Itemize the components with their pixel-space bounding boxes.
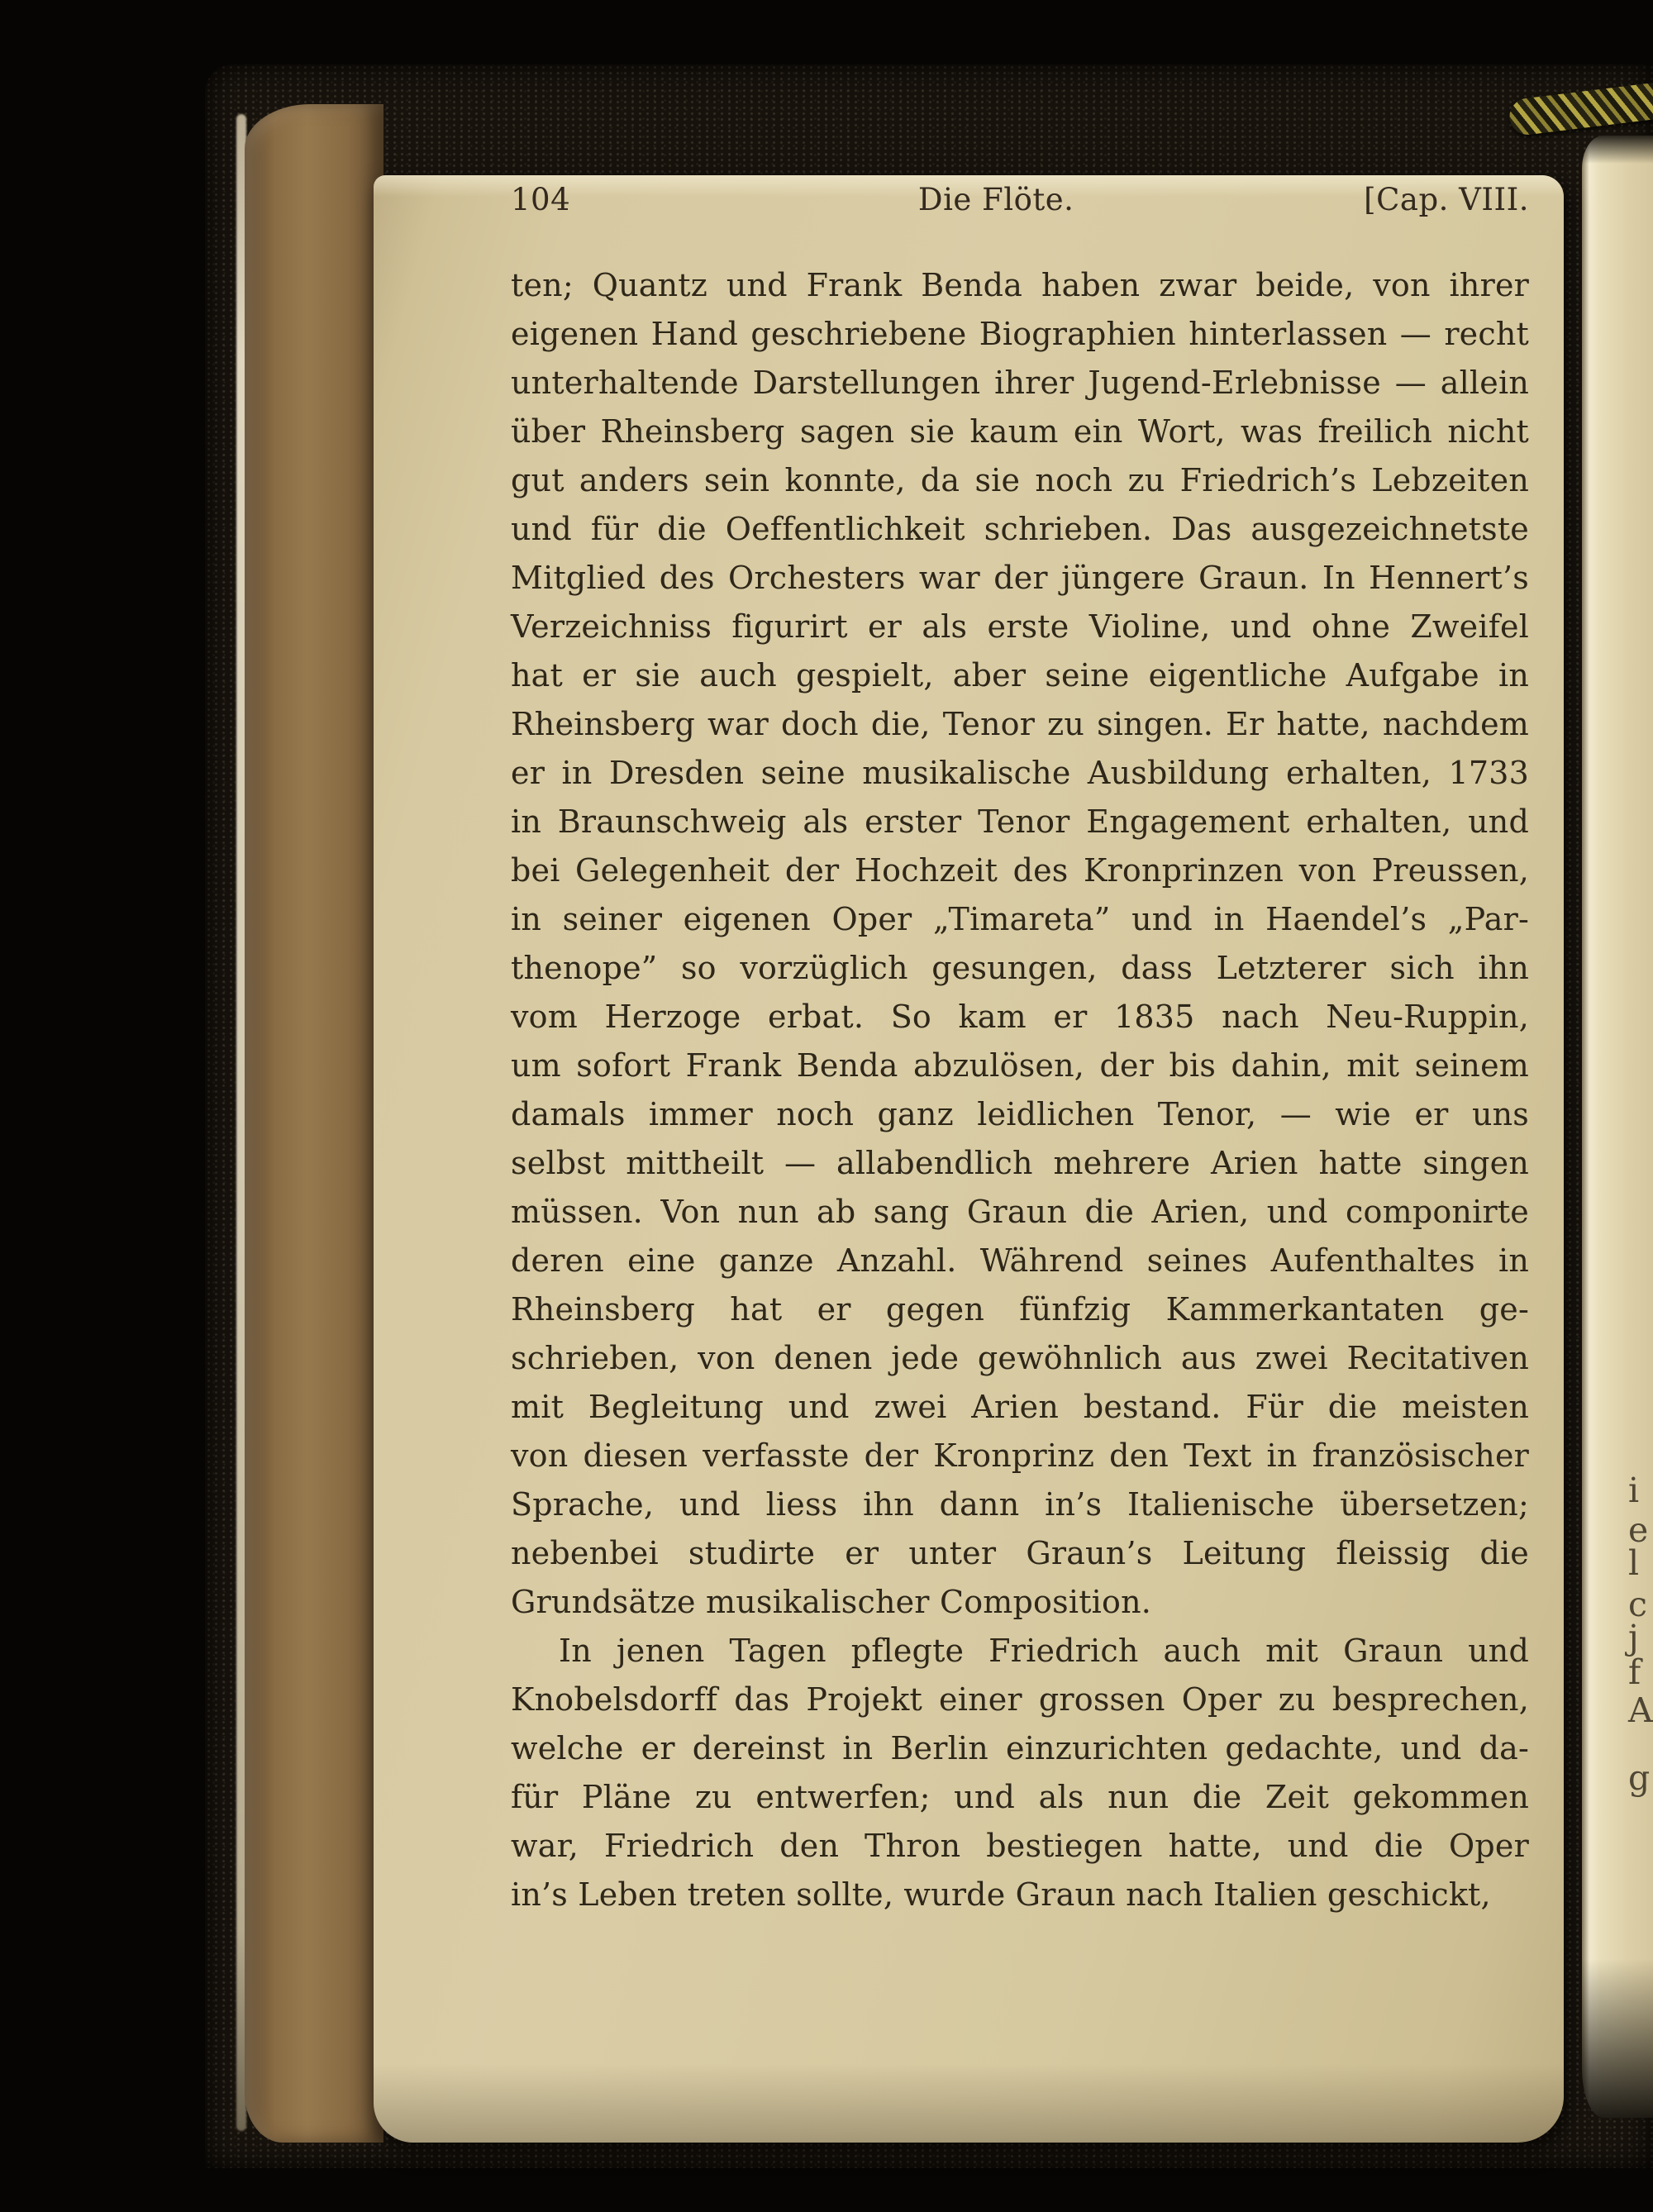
text-line: von diesen verfasste der Kronprinz den Text in französischer <box>511 1437 1529 1474</box>
page-number: 104 <box>511 182 571 217</box>
fragment-letter: f <box>1628 1652 1641 1692</box>
text-line: bei Gelegenheit der Hochzeit des Kronprinzen von Preussen, <box>511 852 1529 889</box>
text-line: thenope” so vorzüglich gesungen, dass Letzterer sich ihn <box>511 950 1529 986</box>
text-line: in seiner eigenen Oper „Timareta” und in Haendel’s „Par- <box>511 901 1529 937</box>
text-line: Grundsätze musikalischer Composition. <box>511 1584 1152 1620</box>
book-page <box>374 175 1564 2143</box>
text-line: mit Begleitung und zwei Arien bestand. Für die meisten <box>511 1389 1529 1425</box>
text-line: in’s Leben treten sollte, wurde Graun nach Italien geschickt, <box>511 1876 1491 1913</box>
text-line: eigenen Hand geschriebene Biographien hinterlassen — recht <box>511 316 1529 352</box>
text-line: in Braunschweig als erster Tenor Engagement erhalten, und <box>511 803 1529 840</box>
text-line: und für die Oeffentlichkeit schrieben. Das ausgezeichnetste <box>511 511 1529 547</box>
text-line: Knobelsdorff das Projekt einer grossen Oper zu besprechen, <box>511 1681 1529 1718</box>
text-line: war, Friedrich den Thron bestiegen hatte, und die Oper <box>511 1828 1529 1864</box>
text-line: Rheinsberg war doch die, Tenor zu singen. Er hatte, nachdem <box>511 706 1529 742</box>
fragment-letter: i <box>1628 1471 1640 1510</box>
chapter-label: [Cap. VIII. <box>1364 182 1529 217</box>
text-line: deren eine ganze Anzahl. Während seines Aufenthaltes in <box>511 1242 1529 1279</box>
page-header <box>511 182 1529 225</box>
fragment-letter: g <box>1628 1758 1651 1798</box>
text-line: Sprache, und liess ihn dann in’s Italienische übersetzen; <box>511 1486 1529 1523</box>
page-stack-fore-edge <box>245 104 383 2143</box>
text-line: müssen. Von nun ab sang Graun die Arien, und componirte <box>511 1194 1529 1230</box>
text-line: schrieben, von denen jede gewöhnlich aus zwei Recitativen <box>511 1340 1529 1376</box>
text-line: nebenbei studirte er unter Graun’s Leitung fleissig die <box>511 1535 1529 1571</box>
text-line: selbst mittheilt — allabendlich mehrere Arien hatte singen <box>511 1145 1529 1181</box>
fragment-letter: j <box>1628 1618 1639 1657</box>
text-line: ten; Quantz und Frank Benda haben zwar beide, von ihrer <box>511 267 1529 303</box>
fragment-letter: l <box>1628 1543 1640 1583</box>
text-line: welche er dereinst in Berlin einzurichten gedachte, und da- <box>511 1730 1529 1766</box>
fragment-letter: e <box>1628 1510 1649 1550</box>
text-line: für Pläne zu entwerfen; und als nun die Zeit gekommen <box>511 1779 1529 1815</box>
text-line: unterhaltende Darstellungen ihrer Jugend-Erlebnisse — allein <box>511 365 1529 401</box>
body-text <box>511 261 1529 1919</box>
text-line: hat er sie auch gespielt, aber seine eigentliche Aufgabe in <box>511 657 1529 694</box>
running-title: Die Flöte. <box>917 182 1074 217</box>
text-line: In jenen Tagen pflegte Friedrich auch mit Graun und <box>559 1633 1529 1669</box>
text-line: über Rheinsberg sagen sie kaum ein Wort, was freilich nicht <box>511 413 1529 450</box>
text-line: damals immer noch ganz leidlichen Tenor, — wie er uns <box>511 1096 1529 1132</box>
fragment-letter: A <box>1628 1690 1653 1730</box>
text-line: vom Herzoge erbat. So kam er 1835 nach Neu-Ruppin, <box>511 999 1529 1035</box>
text-line: er in Dresden seine musikalische Ausbildung erhalten, 1733 <box>511 755 1529 791</box>
text-line: Rheinsberg hat er gegen fünfzig Kammerkantaten ge- <box>511 1291 1529 1328</box>
text-line: Mitglied des Orchesters war der jüngere Graun. In Hennert’s <box>511 560 1529 596</box>
fragment-letter: c <box>1628 1585 1647 1624</box>
text-line: um sofort Frank Benda abzulösen, der bis dahin, mit seinem <box>511 1047 1529 1084</box>
text-line: Verzeichniss figurirt er als erste Violine, und ohne Zweifel <box>511 608 1529 645</box>
next-page-edge <box>1582 136 1653 2118</box>
text-line: gut anders sein konnte, da sie noch zu Friedrich’s Lebzeiten <box>511 462 1529 498</box>
